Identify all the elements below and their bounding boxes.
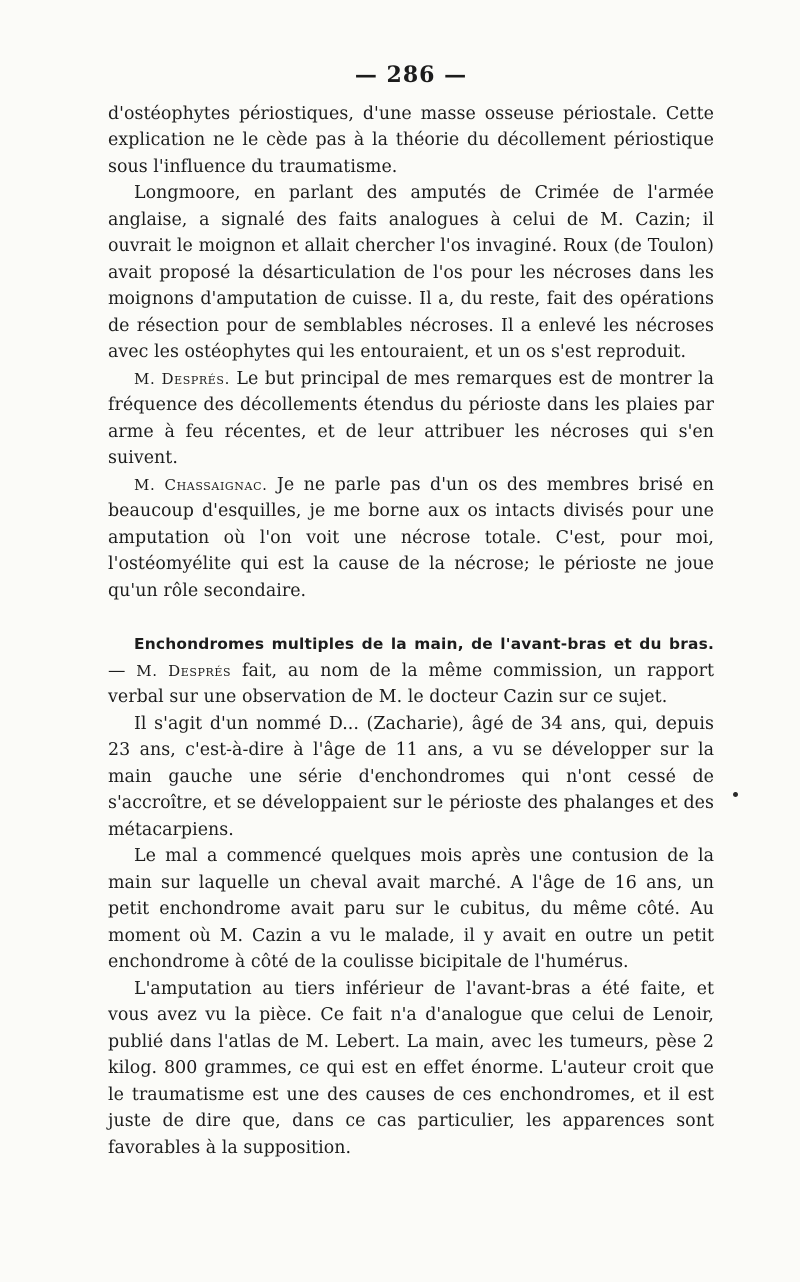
paragraph-8-text: L'amputation au tiers inférieur de l'avant-bras a été faite, et vous avez vu la pièce. Ce fait n'a d'analogue que celui de Lenoir, publié dans l'atlas de M. Lebert. La main, avec les tumeurs, pèse 2 kilog. 800 grammes, ce qui est en effet énorme. L'auteur croit que le traumatisme est une des causes de ces enchondromes, et il est juste de dire que, dans ce cas particulier, les apparences sont favorables à la supposition. [108,978,714,1158]
paragraph-4 [108,472,714,605]
margin-ink-dot [733,792,738,797]
paragraph-1-text: d'ostéophytes périostiques, d'une masse osseuse périostale. Cette explication ne le cède pas à la théorie du décollement périostique sous l'influence du traumatisme. [108,103,714,177]
paragraph-2 [108,180,714,366]
paragraph-5 [108,631,714,711]
paragraph-4-text: Je ne parle pas d'un os des membres brisé en beaucoup d'esquilles, je me borne aux os intacts divisés pour une amputation où l'on voit une nécrose totale. C'est, pour moi, l'ostéomyélite qui est la cause de la nécrose; le périoste ne joue qu'un rôle secondaire. [108,474,714,601]
section-heading: Enchondromes multiples de la main, de l'avant-bras et du bras. [134,635,714,653]
paragraph-6-text: Il s'agit d'un nommé D... (Zacharie), âgé de 34 ans, qui, depuis 23 ans, c'est-à-dire à l'âge de 11 ans, a vu se développer sur la main gauche une série d'enchondromes qui n'ont cessé de s'accroître, et se développaient sur le périoste des phalanges et des métacarpiens. [108,713,714,840]
section-gap [108,604,714,631]
paragraph-2-text: Longmoore, en parlant des amputés de Crimée de l'armée anglaise, a signalé des faits analogues à celui de M. Cazin; il ouvrait le moignon et allait chercher l'os invaginé. Roux (de Toulon) avait proposé la désarticulation de l'os pour les nécroses dans les moignons d'amputation de cuisse. Il a, du reste, fait des opérations de résection pour de semblables nécroses. Il a enlevé les nécroses avec les ostéophytes qui les entouraient, et un os s'est reproduit. [108,183,714,362]
speaker-despres-2: M. Després [136,661,232,680]
paragraph-6 [108,711,714,844]
page-number: — 286 — [354,62,468,88]
paragraph-5-text: fait, au nom de la même commission, un rapport verbal sur une observation de M. le docteur Cazin sur ce sujet. [108,660,715,707]
paragraph-3-text: Le but principal de mes remarques est de montrer la fréquence des décollements étendus du périoste dans les plaies par arme à feu récentes, et de leur attribuer les nécroses qui s'en suivent. [108,368,715,468]
paragraph-1 [108,101,714,181]
heading-dash: — [108,660,126,681]
paragraph-8 [108,976,714,1162]
speaker-chassaignac: M. Chassaignac. [134,475,268,494]
paragraph-3 [108,366,714,472]
paragraph-7-text: Le mal a commencé quelques mois après une contusion de la main sur laquelle un cheval avait marché. A l'âge de 16 ans, un petit enchondrome avait paru sur le cubitus, du même côté. Au moment où M. Cazin a vu le malade, il y avait en outre un petit enchondrome à côté de la coulisse bicipitale de l'humérus. [108,846,714,972]
speaker-despres: M. Després. [134,369,230,388]
paragraph-7 [108,843,714,976]
book-page [108,62,714,1161]
